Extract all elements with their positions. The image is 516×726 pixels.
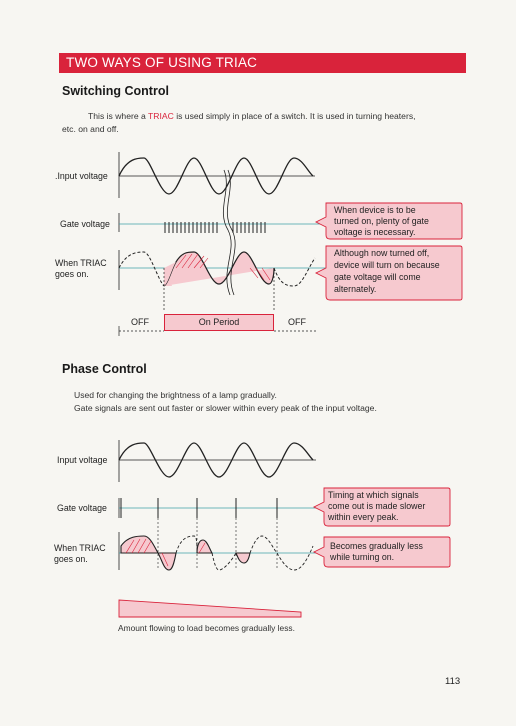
off-right-label: OFF xyxy=(288,317,306,327)
phase-line1: Used for changing the brightness of a lamp gradually. xyxy=(74,390,277,400)
phase-input-label: Input voltage xyxy=(57,455,108,465)
triac-highlight: TRIAC xyxy=(148,111,174,121)
phase-when-label-1: When TRIAC xyxy=(54,543,106,553)
phase-when-label-2: goes on. xyxy=(54,554,88,564)
phase-callout1-line2: come out is made slower xyxy=(328,501,426,511)
callout2-line3: gate voltage will come xyxy=(334,272,421,282)
phase-conduct-2 xyxy=(158,553,176,570)
switching-input-label: .Input voltage xyxy=(55,171,108,181)
phase-callout-2 xyxy=(312,537,450,567)
switching-heading: Switching Control xyxy=(62,84,169,98)
phase-conduct-4 xyxy=(236,553,250,563)
phase-callout2-line1: Becomes gradually less xyxy=(330,541,423,551)
phase-callout2-line2: while turning on. xyxy=(330,552,395,562)
switching-when-label-2: goes on. xyxy=(55,269,89,279)
phase-callout1-line3: within every peak. xyxy=(328,512,399,522)
callout1-line3: voltage is necessary. xyxy=(334,227,416,237)
switching-gate-label: Gate voltage xyxy=(60,219,110,229)
switching-paragraph-line2: etc. on and off. xyxy=(62,124,119,134)
phase-callout-1 xyxy=(312,488,450,526)
switching-text-2: is used simply in place of a switch. It is used in turning heaters, xyxy=(173,111,416,121)
phase-callout1-line1: Timing at which signals xyxy=(328,490,419,500)
phase-gate-label: Gate voltage xyxy=(57,503,107,513)
wedge-caption: Amount flowing to load becomes gradually less. xyxy=(118,623,295,633)
callout2-line1: Although now turned off, xyxy=(334,248,430,258)
page-number: 113 xyxy=(445,676,461,687)
section-banner: TWO WAYS OF USING TRIAC xyxy=(59,53,466,73)
switching-text-1: This is where a xyxy=(88,111,149,121)
phase-conduct-3 xyxy=(197,540,212,553)
callout1-line2: turned on, plenty of gate xyxy=(334,216,429,226)
phase-line2: Gate signals are sent out faster or slower within every peak of the input voltage. xyxy=(74,403,377,413)
off-left-label: OFF xyxy=(131,317,149,327)
decreasing-wedge xyxy=(119,600,301,617)
callout2-line4: alternately. xyxy=(334,284,377,294)
on-period-box: On Period xyxy=(164,314,274,331)
switching-when-label-1: When TRIAC xyxy=(55,258,107,268)
callout2-line2: device will turn on because xyxy=(334,260,440,270)
phase-heading: Phase Control xyxy=(62,362,147,376)
callout1-line1: When device is to be xyxy=(334,205,416,215)
